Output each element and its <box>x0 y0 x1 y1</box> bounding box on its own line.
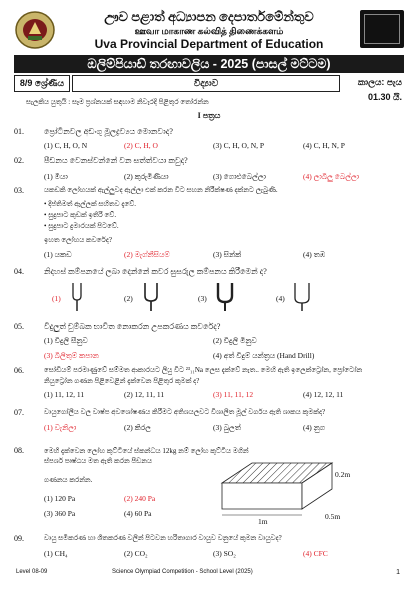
question-text: මෙහි දැක්වෙන ලෝහ කුට්ටියේ ස්කන්ධය 12kg නම් ලෝහ කුට්ටිය මගින් ස්පර්ශ පෘෂ්ඨය මත ඇති කරන පීඩනය <box>44 447 249 465</box>
question-number: 06. <box>14 366 24 375</box>
option: (1) මීයා <box>44 172 68 181</box>
dimension-height: 0.2m <box>335 470 351 479</box>
option: (4) 12, 12, 11 <box>303 390 344 399</box>
option: (1) විදුලි සීනුව <box>44 336 88 345</box>
question-number: 07. <box>14 408 24 417</box>
option: (3) SO₂ <box>213 549 236 558</box>
option-answer: (3) 11, 11, 12 <box>213 390 254 399</box>
option: (2) කිරල <box>124 423 151 432</box>
tuning-fork-icon <box>70 282 84 312</box>
option-answer: (4) ලාබිලු බෙල්ලා <box>303 172 360 181</box>
question-number: 04. <box>14 267 24 276</box>
option: (4) අත් විදුම් යන්ත්‍රය (Hand Drill) <box>213 351 315 360</box>
option: (4) <box>276 294 285 303</box>
bullet-text: සුදුපාට කුඩක් ඉතිරි වේ. <box>48 211 117 219</box>
option: (1) යකඩ <box>44 250 72 259</box>
footer-title: Science Olympiad Competition - School Level (2025) <box>112 569 253 575</box>
option: (4) C, H, N, P <box>303 141 345 150</box>
question-text: වායු සමීකරණ හා ශීතකරණ වලින් පිටවන හරිතාගාර වායුව වනුයේ කුමන වායුවද? <box>44 534 282 542</box>
question-text: පීඩනය වෙනස්වන්නේ වන සත්ත්වයා කවුද? <box>44 156 188 165</box>
page-number: 1 <box>396 569 400 576</box>
option-answer: (1) <box>52 294 61 303</box>
provincial-emblem-icon <box>14 10 56 50</box>
metal-block-diagram <box>212 457 362 535</box>
bullet-item: • සුදුපාට කුඩක් ඉතිරි වේ. <box>44 211 117 219</box>
option: (2) CO₂ <box>124 549 148 558</box>
bullet-text: දීප්තිමත් ඇල්ලක් සහිතව දැවේ. <box>48 200 137 208</box>
option: (3) 360 Pa <box>44 509 76 518</box>
tuning-fork-icon <box>142 282 160 312</box>
question-text-cont: නියුට්‍රෝන ගණන පිළිවෙළින් දැක්වෙන පිළිතුර කුමක් ද? <box>44 377 200 385</box>
option: (1) CH₄ <box>44 549 68 558</box>
question-number: 08. <box>14 446 24 455</box>
bullet-item: • දීප්තිමත් ඇල්ලක් සහිතව දැවේ. <box>44 200 137 208</box>
dimension-width: 0.5m <box>325 512 341 521</box>
tuning-fork-icon <box>292 282 312 312</box>
exam-banner: ඔලිම්පියාඩ් තරඟාවලිය - 2025 (පාසල් මට්ටම) <box>14 55 404 73</box>
header-title-ta: ஊவா மாகாண கல்வித் திணைக்களம் <box>134 26 284 36</box>
option: (4) තඹ <box>303 250 326 259</box>
question-text: විදුලුත් චුම්බක භාවිත නොකරන උපකරණය කවරේද? <box>44 322 221 331</box>
question-number: 03. <box>14 186 24 195</box>
option: (4) නුග <box>303 423 326 432</box>
question-text: වායුගෝලීය වල වාෂ්ප අවශෝෂණය කිරීමට අතිශයලවට විශාලිත මූල් වර්ගය ඇති ශාකය කුමක්ද? <box>44 408 326 416</box>
bullet-text: සුදුපාට දුමාරයක් පිටවේ. <box>48 222 119 230</box>
header-title-si: ඌව පළාත් අධ්‍යාපන දෙපාර්තමේන්තුව <box>104 9 314 24</box>
question-text: යකඩකි ලෝහයක් ඇල්ලුවද ඇල්ලා එක් කරන විට සහන නිරීක්ෂණ දක්නට ලැබුණි. <box>44 186 278 194</box>
question-number: 09. <box>14 534 24 543</box>
department-logo-icon <box>360 10 404 48</box>
option: (1) 120 Pa <box>44 494 76 503</box>
option: (2) කුරුමිණියා <box>124 172 169 181</box>
option: (3) බුලත් <box>213 423 241 432</box>
question-text: ප්‍රෝටීනවල අඩංගු මූලද්‍රව්‍යය මොනවාද? <box>44 127 173 136</box>
grade-cell: 8/9 ශ්‍රේණිය <box>14 75 70 92</box>
subject-cell: විද්‍යාව <box>72 75 340 92</box>
question-text: නිදහස් කම්පනයේ ලබා දෙන්නේ කවර සුසරුල කම්පනය කිරීමෙන් ද? <box>44 267 267 276</box>
option-answer: (1) වැනිලා <box>44 423 77 432</box>
option: (3) සින්ක් <box>213 250 242 259</box>
option-answer: (2) 240 Pa <box>124 494 156 503</box>
question-text: සෝඩියම් පරමාණුවේ සම්මත ආකාරයට ලියු විට ²³₁₁Na ලෙස දැක්වේ නැත.. මෙහි ඇති ඉලෙක්ට්‍රෝන, ප්‍රෝටෝන <box>44 366 363 374</box>
instruction-text: සැලකිය යුතුයි : සෑම ප්‍රශ්නයක් සඳහාම නිවැරදි පිළිතුර තෝරන්න <box>26 98 209 106</box>
option: (4) 60 Pa <box>124 509 152 518</box>
time-cell: කාලය: පැය 01.30 යි. <box>357 77 402 102</box>
question-number: 05. <box>14 322 24 331</box>
option: (2) 12, 11, 11 <box>124 390 165 399</box>
question-number: 02. <box>14 156 24 165</box>
question-number: 01. <box>14 127 24 136</box>
bullet-item: • සුදුපාට දුමාරයක් පිටවේ. <box>44 222 119 230</box>
part-label: I පත්‍රය <box>197 111 221 120</box>
option: (1) 11, 12, 11 <box>44 390 85 399</box>
footer-level: Level 08-09 <box>16 569 48 575</box>
option-answer: (4) CFC <box>303 549 328 558</box>
question-text-cont: ගණනය කරන්න. <box>44 476 93 484</box>
tuning-fork-icon <box>214 282 236 312</box>
header-title-en: Uva Provincial Department of Education <box>94 37 324 51</box>
option: (1) C, H, O, N <box>44 141 88 150</box>
option-answer: (2) C, H, O <box>124 141 158 150</box>
option: (3) C, H, O, N, P <box>213 141 265 150</box>
sub-question: ඉහත ලෝහය කවරේද? <box>44 236 112 244</box>
dimension-length: 1m <box>258 517 268 526</box>
option: (2) විදුලි මිනුව <box>213 336 257 345</box>
option: (3) <box>198 294 207 303</box>
option-answer: (2) මැග්නීසියම් <box>124 250 170 259</box>
option: (2) <box>124 294 133 303</box>
option: (3) ගොළුබෙල්ලා <box>213 172 267 181</box>
option-answer: (3) බිලිතුම් කපාන <box>44 351 99 360</box>
